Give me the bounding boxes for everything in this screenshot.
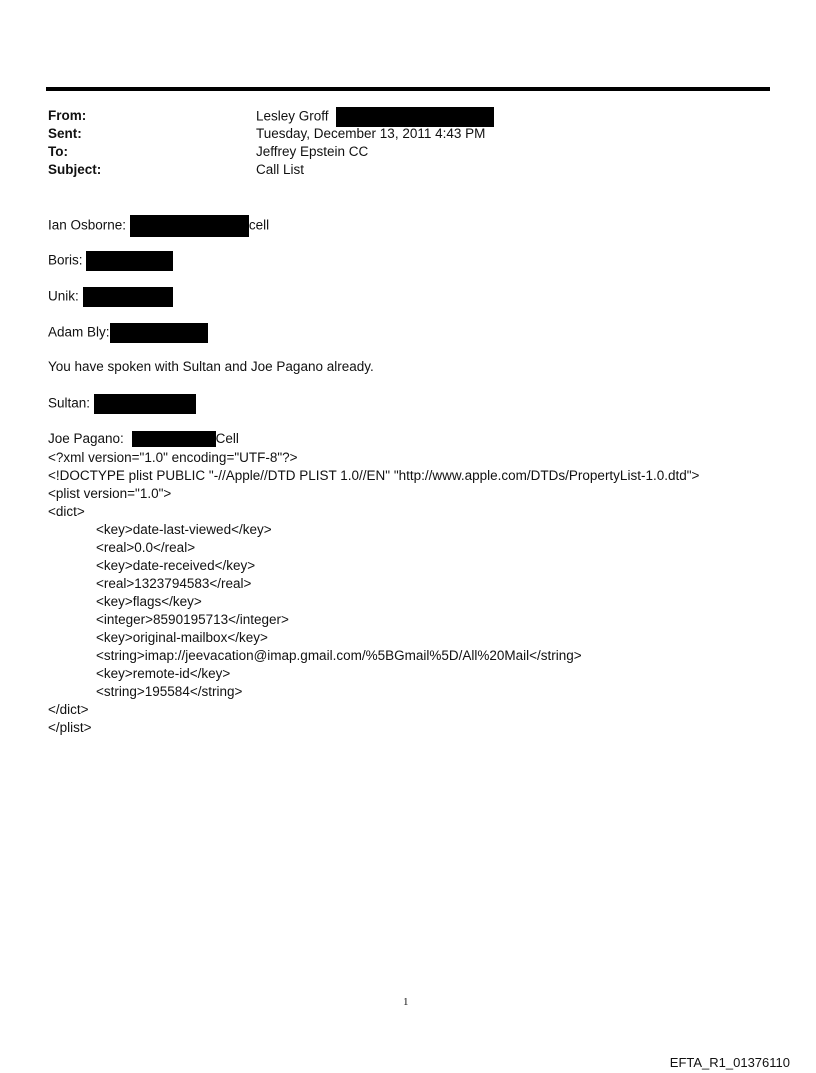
redaction-box: [130, 215, 249, 237]
xml-line: <real>0.0</real>: [96, 540, 196, 555]
subject-label: Subject:: [48, 162, 102, 177]
xml-line: <plist version="1.0">: [48, 486, 172, 501]
xml-line: <string>imap://jeevacation@imap.gmail.com/%5BGmail%5D/All%20Mail</string>: [96, 648, 582, 663]
redaction-box: [86, 251, 173, 271]
xml-line: </plist>: [48, 720, 92, 735]
xml-line: <key>flags</key>: [96, 594, 202, 609]
adam-line: [48, 323, 208, 343]
sultan-label: Sultan:: [48, 395, 91, 411]
from-name: Lesley Groff: [256, 108, 329, 124]
xml-line: <key>date-received</key>: [96, 558, 256, 573]
xml-line: <key>original-mailbox</key>: [96, 630, 268, 645]
from-row: [48, 107, 748, 125]
joe-line: [48, 430, 239, 448]
redaction-box: [83, 287, 173, 307]
to-row: [48, 143, 748, 161]
ian-label: Ian Osborne:: [48, 217, 127, 233]
subject-value: Call List: [256, 162, 305, 177]
to-value: Jeffrey Epstein CC: [256, 144, 369, 159]
bates-number: EFTA_R1_01376110: [669, 1055, 790, 1070]
joe-suffix: Cell: [215, 431, 239, 446]
to-label: To:: [48, 144, 68, 159]
xml-block: [48, 449, 699, 737]
redaction-box: [110, 323, 208, 343]
unik-label: Unik:: [48, 288, 79, 304]
sent-value: Tuesday, December 13, 2011 4:43 PM: [256, 126, 486, 141]
subject-row: [48, 161, 748, 179]
from-label: From:: [48, 108, 87, 123]
page-number: 1: [403, 996, 409, 1008]
email-header: [48, 107, 748, 179]
xml-line: <integer>8590195713</integer>: [96, 612, 289, 627]
unik-line: [48, 287, 173, 307]
header-rule: [46, 87, 770, 91]
redaction-box: [94, 394, 196, 414]
from-value: [256, 107, 494, 127]
joe-label: Joe Pagano:: [48, 431, 124, 446]
xml-line: <?xml version="1.0" encoding="UTF-8"?>: [48, 450, 298, 465]
ian-suffix: cell: [248, 217, 270, 233]
xml-line: <!DOCTYPE plist PUBLIC "-//Apple//DTD PLIST 1.0//EN" "http://www.apple.com/DTDs/PropertyList-1.0.dtd">: [48, 468, 700, 483]
sultan-line: [48, 394, 196, 414]
spoken-note: You have spoken with Sultan and Joe Pagano already.: [48, 359, 374, 374]
xml-line: <key>remote-id</key>: [96, 666, 231, 681]
sent-label: Sent:: [48, 126, 82, 141]
ian-line: [48, 215, 269, 237]
boris-label: Boris:: [48, 252, 83, 268]
redaction-box: [132, 431, 216, 447]
xml-line: <dict>: [48, 504, 85, 519]
adam-label: Adam Bly:: [48, 324, 110, 340]
xml-line: <real>1323794583</real>: [96, 576, 252, 591]
boris-line: [48, 251, 173, 271]
redaction-box: [336, 107, 494, 127]
xml-line: </dict>: [48, 702, 89, 717]
sent-row: [48, 125, 748, 143]
xml-line: <string>195584</string>: [96, 684, 243, 699]
xml-line: <key>date-last-viewed</key>: [96, 522, 272, 537]
